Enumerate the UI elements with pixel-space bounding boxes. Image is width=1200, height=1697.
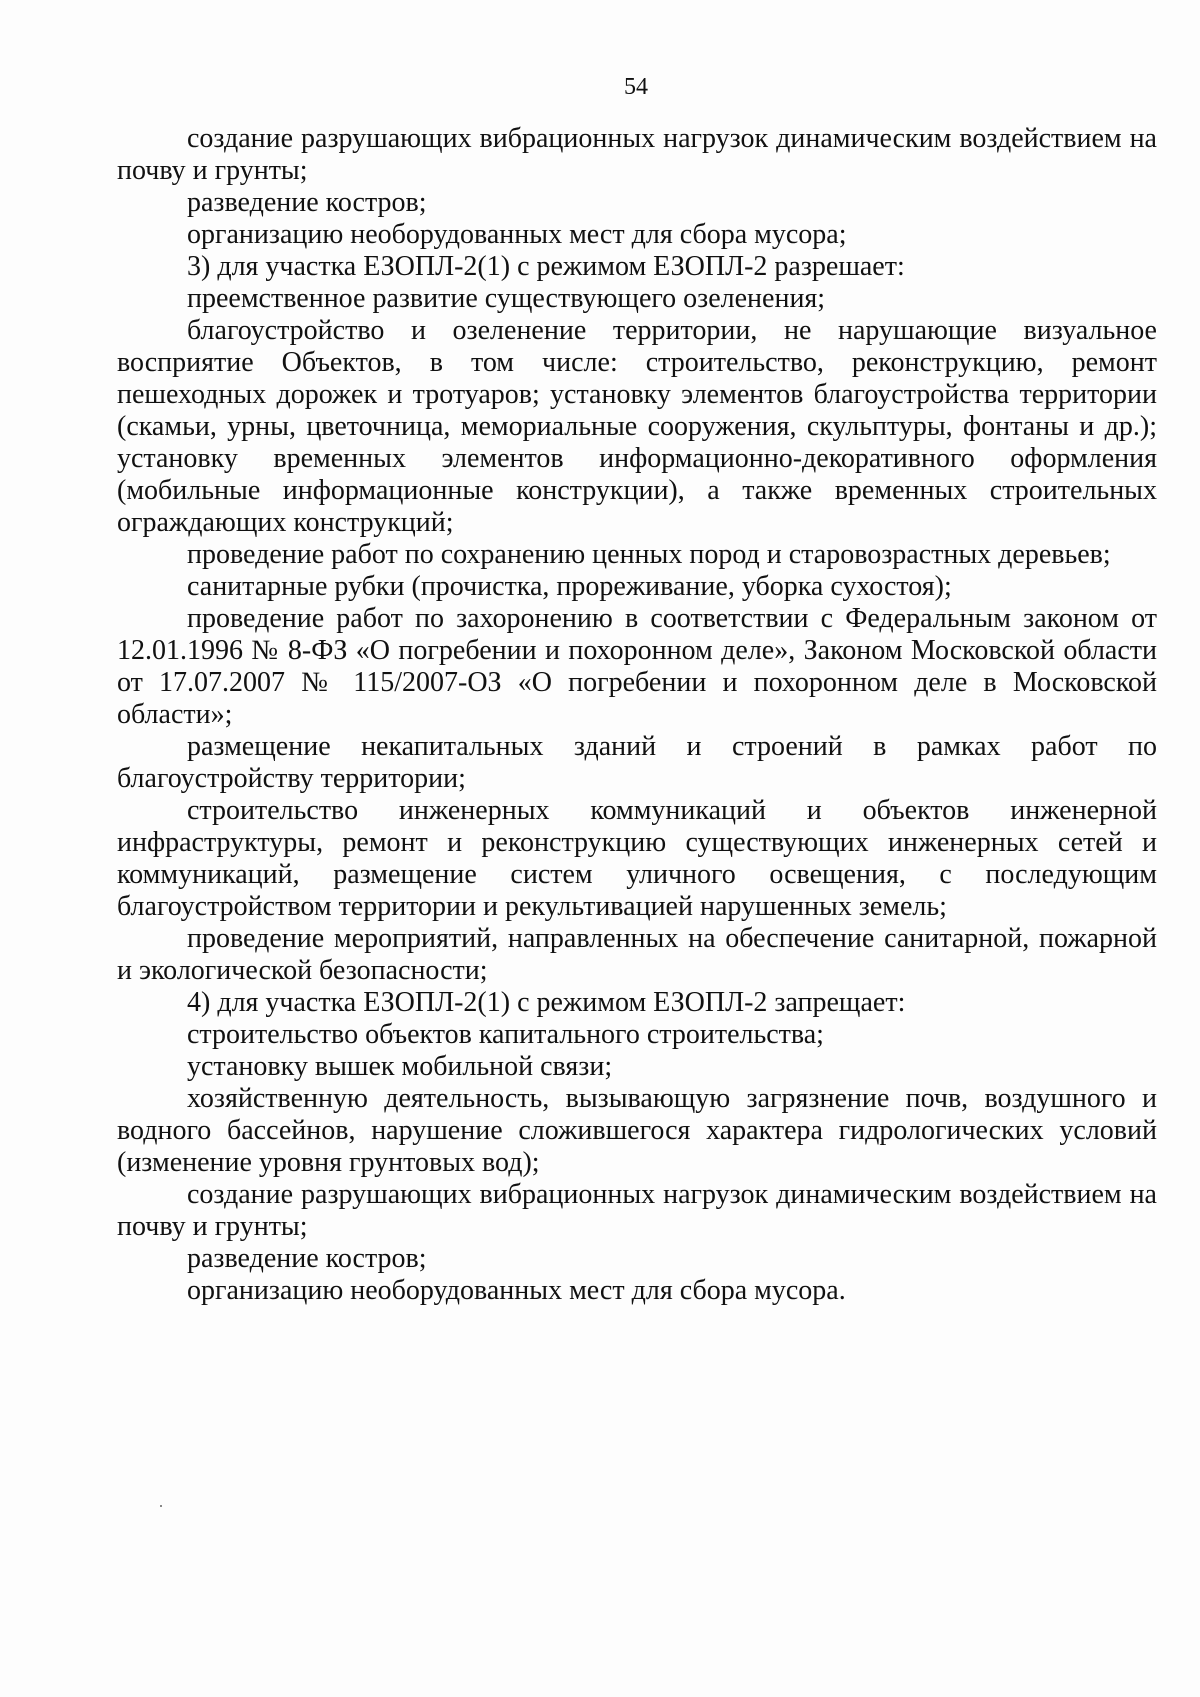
paragraph: размещение некапитальных зданий и строений в рамках работ по благоустройству территории; xyxy=(117,731,1157,794)
paragraph: создание разрушающих вибрационных нагрузок динамическим воздействием на почву и грунты; xyxy=(117,123,1157,186)
paragraph: благоустройство и озеленение территории, не нарушающие визуальное восприятие Объектов, в том числе: строительство, реконструкцию, ремонт пешеходных дорожек и тротуаров; установку элементов благоустройства территории (скамьи, урны, цветочница, мемориальные сооружения, скульптуры, фонтаны и др.); установку временных элементов информационно-декоративного оформления (мобильные информационные конструкции), а также временных строительных ограждающих конструкций; xyxy=(117,315,1157,538)
document-body xyxy=(117,123,1157,1307)
paragraph: создание разрушающих вибрационных нагрузок динамическим воздействием на почву и грунты; xyxy=(117,1179,1157,1242)
paragraph: преемственное развитие существующего озеленения; xyxy=(187,283,826,314)
paragraph: 4) для участка ЕЗОПЛ-2(1) с режимом ЕЗОПЛ-2 запрещает: xyxy=(187,987,906,1018)
paragraph: 3) для участка ЕЗОПЛ-2(1) с режимом ЕЗОПЛ-2 разрешает: xyxy=(187,251,905,282)
paragraph: организацию необорудованных мест для сбора мусора. xyxy=(187,1275,846,1306)
paragraph: разведение костров; xyxy=(187,1243,427,1274)
paragraph: санитарные рубки (прочистка, прореживание, уборка сухостоя); xyxy=(187,571,952,602)
page-number: 54 xyxy=(624,74,648,100)
paragraph: проведение работ по захоронению в соответствии с Федеральным законом от 12.01.1996 № 8-ФЗ «О погребении и похоронном деле», Законом Московской области от 17.07.2007 № 115/2007-ОЗ «О погребении и похоронном деле в Московской области»; xyxy=(117,603,1157,730)
paragraph: проведение мероприятий, направленных на обеспечение санитарной, пожарной и экологической безопасности; xyxy=(117,923,1157,986)
paragraph: установку вышек мобильной связи; xyxy=(187,1051,613,1082)
paragraph: проведение работ по сохранению ценных пород и старовозрастных деревьев; xyxy=(187,539,1111,570)
paragraph: строительство инженерных коммуникаций и объектов инженерной инфраструктуры, ремонт и реконструкцию существующих инженерных сетей и коммуникаций, размещение систем уличного освещения, с последующим благоустройством территории и рекультивацией нарушенных земель; xyxy=(117,795,1157,922)
paragraph: хозяйственную деятельность, вызывающую загрязнение почв, воздушного и водного бассейнов, нарушение сложившегося характера гидрологических условий (изменение уровня грунтовых вод); xyxy=(117,1083,1157,1178)
paragraph: разведение костров; xyxy=(187,187,427,218)
paragraph: строительство объектов капитального строительства; xyxy=(187,1019,824,1050)
scan-speck xyxy=(160,1505,162,1507)
paragraph: организацию необорудованных мест для сбора мусора; xyxy=(187,219,847,250)
